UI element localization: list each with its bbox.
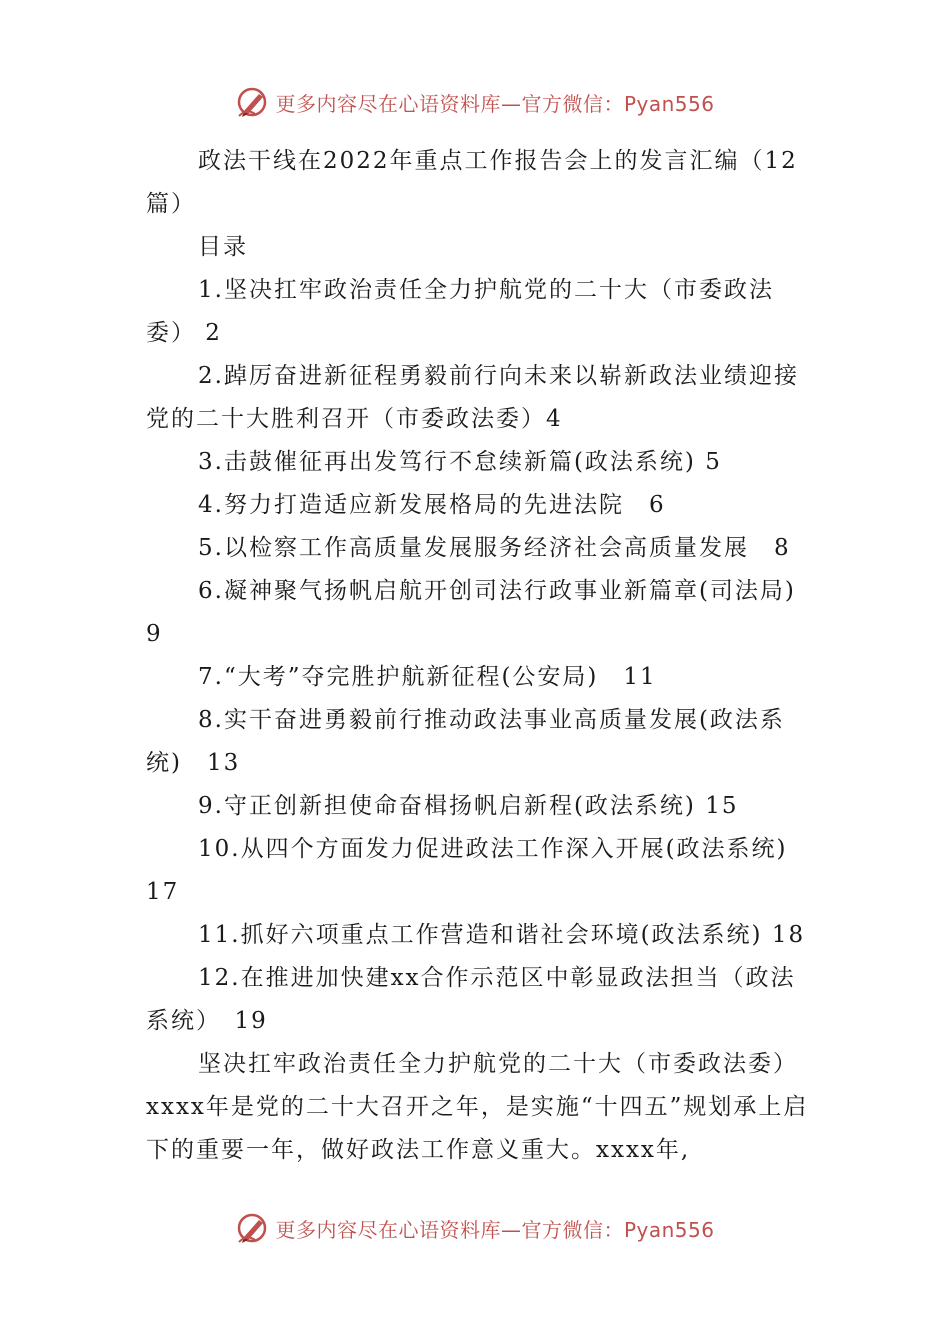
watermark-banner-bottom [0, 1208, 950, 1248]
table-of-contents [146, 269, 821, 1043]
body-paragraph: 坚决扛牢政治责任全力护航党的二十大（市委政法委）xxxx年是党的二十大召开之年，是实施“十四五”规划承上启下的重要一年，做好政法工作意义重大。xxxx年, [146, 1051, 809, 1163]
toc-item[interactable]: 6.凝神聚气扬帆启航开创司法行政事业新篇章(司法局) 9 [146, 578, 821, 647]
watermark-banner-top [0, 82, 950, 122]
toc-item[interactable]: 7.“大考”夺完胜护航新征程(公安局) 11 [198, 664, 657, 690]
toc-heading: 目录 [198, 234, 248, 260]
banner-text: 更多内容尽在心语资料库—官方微信：Pyan556 [275, 91, 715, 116]
toc-item[interactable]: 10.从四个方面发力促进政法工作深入开展(政法系统) 17 [146, 836, 813, 905]
document-title: 政法干线在2022年重点工作报告会上的发言汇编（12篇） [146, 148, 798, 217]
pen-logo-icon [235, 84, 271, 120]
toc-item[interactable]: 1.坚决扛牢政治责任全力护航党的二十大（市委政法委） 2 [146, 277, 774, 346]
toc-item[interactable]: 12.在推进加快建xx合作示范区中彰显政法担当（政法系统） 19 [146, 965, 796, 1034]
document-body [146, 140, 821, 1172]
banner-text: 更多内容尽在心语资料库—官方微信：Pyan556 [275, 1217, 715, 1242]
toc-item[interactable]: 3.击鼓催征再出发笃行不怠续新篇(政法系统) 5 [198, 449, 722, 475]
toc-item[interactable]: 5.以检察工作高质量发展服务经济社会高质量发展 8 [198, 535, 791, 561]
toc-item[interactable]: 8.实干奋进勇毅前行推动政法事业高质量发展(政法系统) 13 [146, 707, 785, 776]
toc-item[interactable]: 2.踔厉奋进新征程勇毅前行向未来以崭新政法业绩迎接党的二十大胜利召开（市委政法委）4 [146, 363, 799, 432]
toc-item[interactable]: 9.守正创新担使命奋楫扬帆启新程(政法系统) 15 [198, 793, 739, 819]
pen-logo-icon [235, 1210, 271, 1246]
toc-item[interactable]: 11.抓好六项重点工作营造和谐社会环境(政法系统) 18 [198, 922, 806, 948]
toc-item[interactable]: 4.努力打造适应新发展格局的先进法院 6 [198, 492, 666, 518]
